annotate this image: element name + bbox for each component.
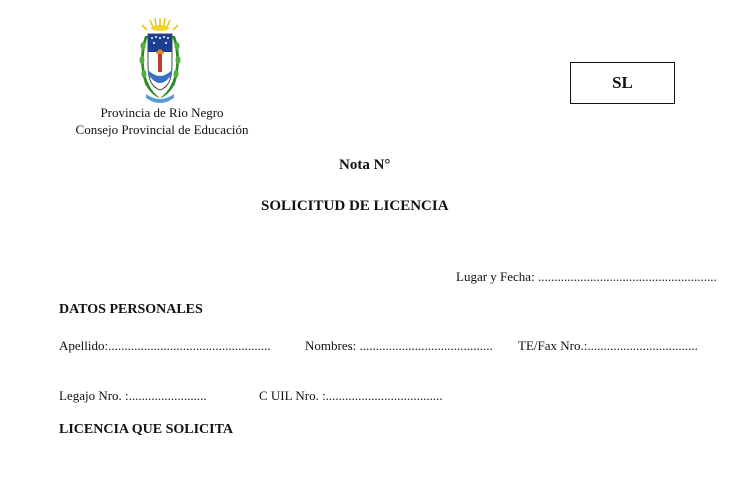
form-code: SL [612,73,633,92]
note-number-label: Nota N° [339,157,391,173]
form-code-box [570,62,675,104]
file-number-field: Legajo Nro. :........................ [59,388,207,403]
cuil-field: C UIL Nro. :.................................... [259,388,443,403]
place-date-field: Lugar y Fecha: ....................................................... [456,269,717,284]
names-field: Nombres: ......................................... [305,338,493,353]
document-title: SOLICITUD DE LICENCIA [261,198,449,214]
institution-department: Consejo Provincial de Educación [75,122,249,137]
leave-requested-heading: LICENCIA QUE SOLICITA [59,422,234,437]
phone-fax-field: TE/Fax Nro.:.................................. [518,338,698,353]
provincial-emblem [136,16,184,108]
surname-field: Apellido:.................................................. [59,338,271,353]
personal-data-heading: DATOS PERSONALES [59,302,203,317]
institution-name: Provincia de Rio Negro [100,105,224,120]
